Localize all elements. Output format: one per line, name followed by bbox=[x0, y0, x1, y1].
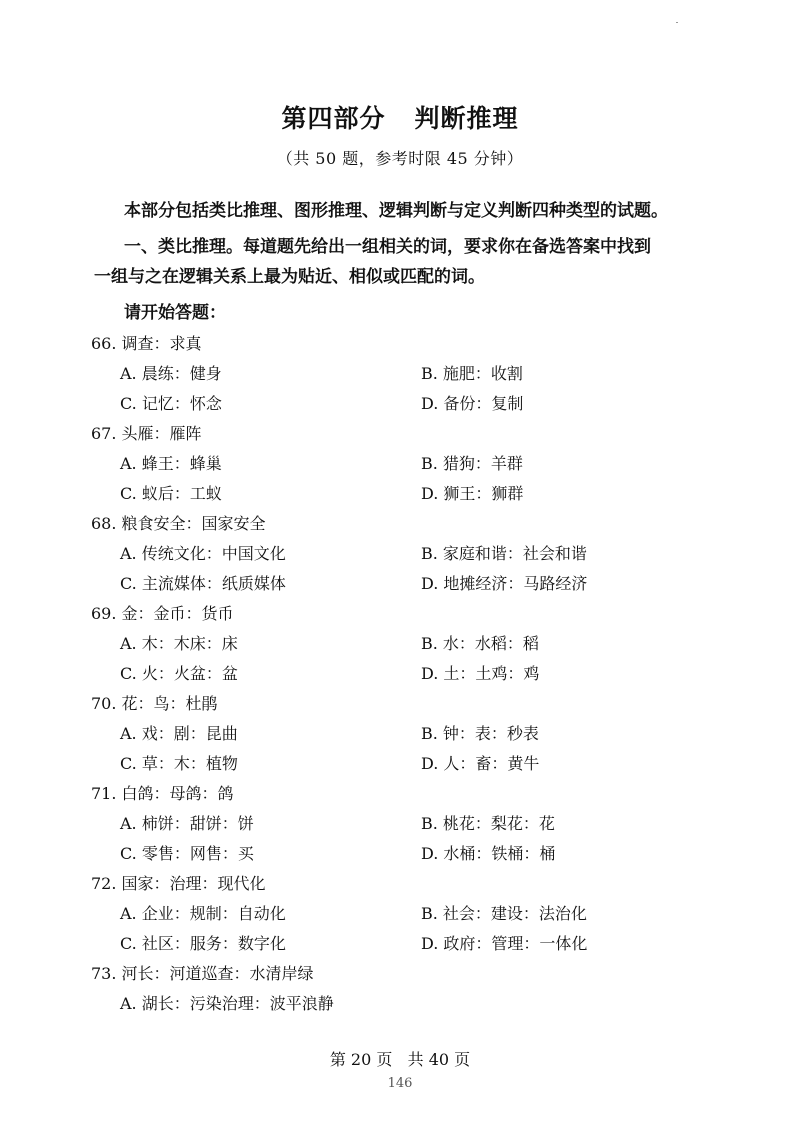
scan-speck bbox=[676, 22, 678, 23]
option-right: B. 社会：建设：法治化 bbox=[421, 904, 587, 923]
intro-paragraph: 本部分包括类比推理、图形推理、逻辑判断与定义判断四种类型的试题。 bbox=[124, 201, 668, 221]
option-row bbox=[0, 929, 800, 959]
question-item bbox=[0, 689, 800, 779]
option-row bbox=[0, 899, 800, 929]
option-row bbox=[0, 839, 800, 869]
option-left: C. 零售：网售：买 bbox=[120, 844, 254, 863]
option-right: D. 备份：复制 bbox=[421, 394, 524, 413]
option-right: D. 狮王：狮群 bbox=[421, 484, 524, 503]
option-right: B. 家庭和谐：社会和谐 bbox=[421, 544, 587, 563]
option-left: C. 蚁后：工蚁 bbox=[120, 484, 222, 503]
option-right: D. 土：土鸡：鸡 bbox=[421, 664, 540, 683]
option-left: A. 柿饼：甜饼：饼 bbox=[120, 814, 254, 833]
page-info: 第 20 页 共 40 页 bbox=[329, 1050, 471, 1069]
page-number: 146 bbox=[387, 1076, 413, 1091]
option-left: A. 戏：剧：昆曲 bbox=[120, 724, 238, 743]
option-left: C. 社区：服务：数字化 bbox=[120, 934, 286, 953]
option-left: A. 蜂王：蜂巢 bbox=[120, 454, 222, 473]
section-instructions-line2: 一组与之在逻辑关系上最为贴近、相似或匹配的词。 bbox=[94, 267, 485, 287]
option-left: A. 晨练：健身 bbox=[120, 364, 222, 383]
option-right: B. 钟：表：秒表 bbox=[421, 724, 539, 743]
option-right: B. 猎狗：羊群 bbox=[421, 454, 523, 473]
question-item bbox=[0, 599, 800, 689]
option-right: B. 水：水稻：稻 bbox=[421, 634, 539, 653]
option-row bbox=[0, 359, 800, 389]
option-left: A. 木：木床：床 bbox=[120, 634, 238, 653]
question-stem: 72. 国家：治理：现代化 bbox=[91, 874, 266, 893]
option-left: C. 火：火盆：盆 bbox=[120, 664, 238, 683]
question-stem: 70. 花：鸟：杜鹃 bbox=[91, 694, 218, 713]
question-item bbox=[0, 779, 800, 869]
option-right: D. 政府：管理：一体化 bbox=[421, 934, 588, 953]
option-row bbox=[0, 659, 800, 689]
question-stem: 73. 河长：河道巡查：水清岸绿 bbox=[91, 964, 314, 983]
option-right: B. 施肥：收割 bbox=[421, 364, 523, 383]
option-row bbox=[0, 389, 800, 419]
option-row bbox=[0, 449, 800, 479]
option-right: D. 水桶：铁桶：桶 bbox=[421, 844, 556, 863]
question-stem: 71. 白鸽：母鸽：鸽 bbox=[91, 784, 234, 803]
start-prompt: 请开始答题： bbox=[124, 303, 226, 323]
option-right: D. 地摊经济：马路经济 bbox=[421, 574, 588, 593]
question-item bbox=[0, 329, 800, 419]
option-row bbox=[0, 989, 800, 1019]
question-list bbox=[0, 329, 800, 1019]
option-row bbox=[0, 539, 800, 569]
option-row bbox=[0, 479, 800, 509]
question-stem: 67. 头雁：雁阵 bbox=[91, 424, 202, 443]
option-right: D. 人：畜：黄牛 bbox=[421, 754, 540, 773]
question-stem: 68. 粮食安全：国家安全 bbox=[91, 514, 266, 533]
question-stem: 66. 调查：求真 bbox=[91, 334, 202, 353]
option-right: B. 桃花：梨花：花 bbox=[421, 814, 555, 833]
option-left: C. 主流媒体：纸质媒体 bbox=[120, 574, 286, 593]
page-subtitle: （共 50 题，参考时限 45 分钟） bbox=[276, 149, 524, 168]
option-row bbox=[0, 749, 800, 779]
question-item bbox=[0, 959, 800, 1019]
section-instructions-line1: 一、类比推理。每道题先给出一组相关的词，要求你在备选答案中找到 bbox=[124, 237, 651, 257]
question-stem: 69. 金：金币：货币 bbox=[91, 604, 234, 623]
option-row bbox=[0, 809, 800, 839]
question-item bbox=[0, 869, 800, 959]
option-row bbox=[0, 569, 800, 599]
option-left: A. 传统文化：中国文化 bbox=[120, 544, 286, 563]
option-left: A. 湖长：污染治理：波平浪静 bbox=[120, 994, 334, 1013]
question-item bbox=[0, 419, 800, 509]
option-left: C. 草：木：植物 bbox=[120, 754, 238, 773]
question-item bbox=[0, 509, 800, 599]
page-title: 第四部分 判断推理 bbox=[281, 104, 519, 133]
option-row bbox=[0, 629, 800, 659]
option-left: A. 企业：规制：自动化 bbox=[120, 904, 286, 923]
option-row bbox=[0, 719, 800, 749]
option-left: C. 记忆：怀念 bbox=[120, 394, 222, 413]
